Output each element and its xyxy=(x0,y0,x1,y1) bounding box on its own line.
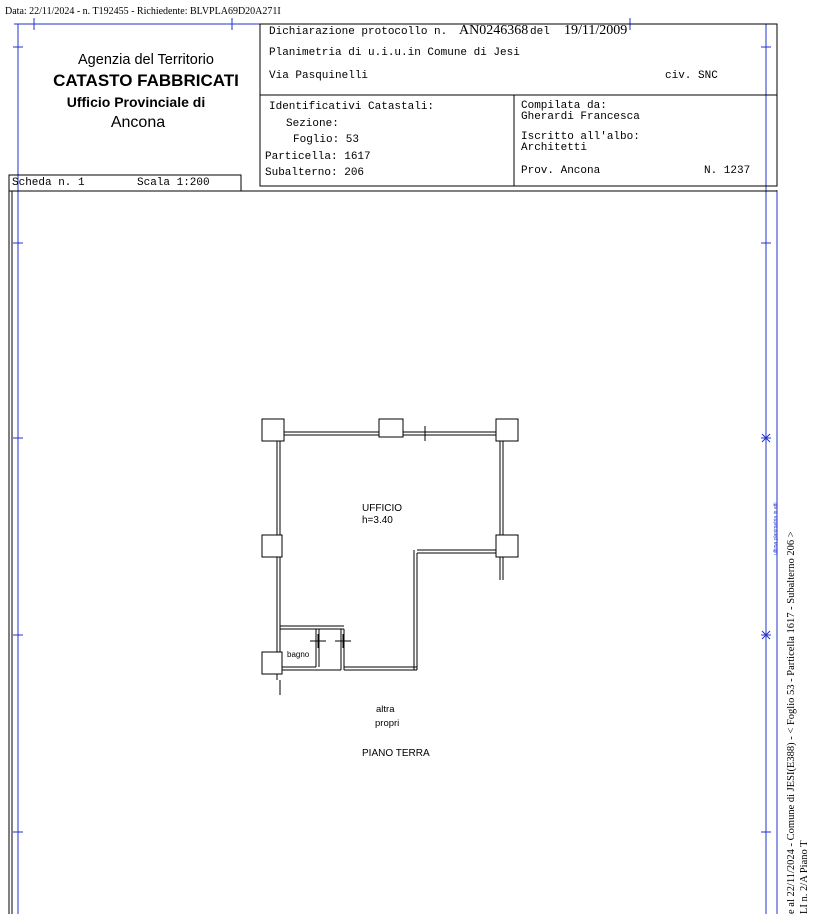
other-property-line1: altra xyxy=(376,704,395,715)
floor-label: PIANO TERRA xyxy=(362,748,430,759)
catasto-title: CATASTO FABBRICATI xyxy=(53,71,239,90)
civic-number: civ. SNC xyxy=(665,70,718,82)
street-address: Via Pasquinelli xyxy=(269,70,369,82)
side-document-info: e al 22/11/2024 - Comune di JESI(E388) - < Foglio 53 - Particella 1617 - Subalterno 206 > xyxy=(786,531,797,914)
register-value: Architetti xyxy=(521,142,588,154)
agency-name: Agenzia del Territorio xyxy=(78,52,214,68)
register-number: N. 1237 xyxy=(704,165,751,177)
register-label: Iscritto all'albo: xyxy=(521,131,640,143)
room-height: h=3.40 xyxy=(362,515,393,526)
subalterno-field: Subalterno: 206 xyxy=(265,167,365,179)
bathroom-label: bagno xyxy=(287,650,310,659)
sheet-number: Scheda n. 1 xyxy=(12,177,85,189)
sezione-field: Sezione: xyxy=(286,118,339,130)
declaration-date: 19/11/2009 xyxy=(564,23,628,38)
declaration-del: del xyxy=(530,26,550,38)
request-info-line: Data: 22/11/2024 - n. T192455 - Richiedente: BLVPLA69D20A271I xyxy=(5,6,281,17)
side-stamp: ultima planimetria in atti xyxy=(773,502,779,555)
protocol-number: AN0246368 xyxy=(459,23,529,38)
office-city: Ancona xyxy=(110,114,166,131)
scale-label: Scala 1:200 xyxy=(137,177,210,189)
compiled-by-label: Compilata da: xyxy=(521,100,607,112)
province-field: Prov. Ancona xyxy=(521,165,601,177)
room-name: UFFICIO xyxy=(362,503,402,514)
other-property-line2: propri xyxy=(375,718,400,729)
planimetry-title: Planimetria di u.i.u.in Comune di Jesi xyxy=(269,47,520,59)
foglio-field: Foglio: 53 xyxy=(293,134,360,146)
provincial-office: Ufficio Provinciale di xyxy=(66,94,206,110)
particella-field: Particella: 1617 xyxy=(265,151,371,163)
declaration-label: Dichiarazione protocollo n. xyxy=(269,26,448,38)
compiled-by-name: Gherardi Francesca xyxy=(521,111,640,123)
side-location-info: LI n. 2/A Piano T xyxy=(799,840,810,914)
identifiers-title: Identificativi Catastali: xyxy=(269,101,435,113)
